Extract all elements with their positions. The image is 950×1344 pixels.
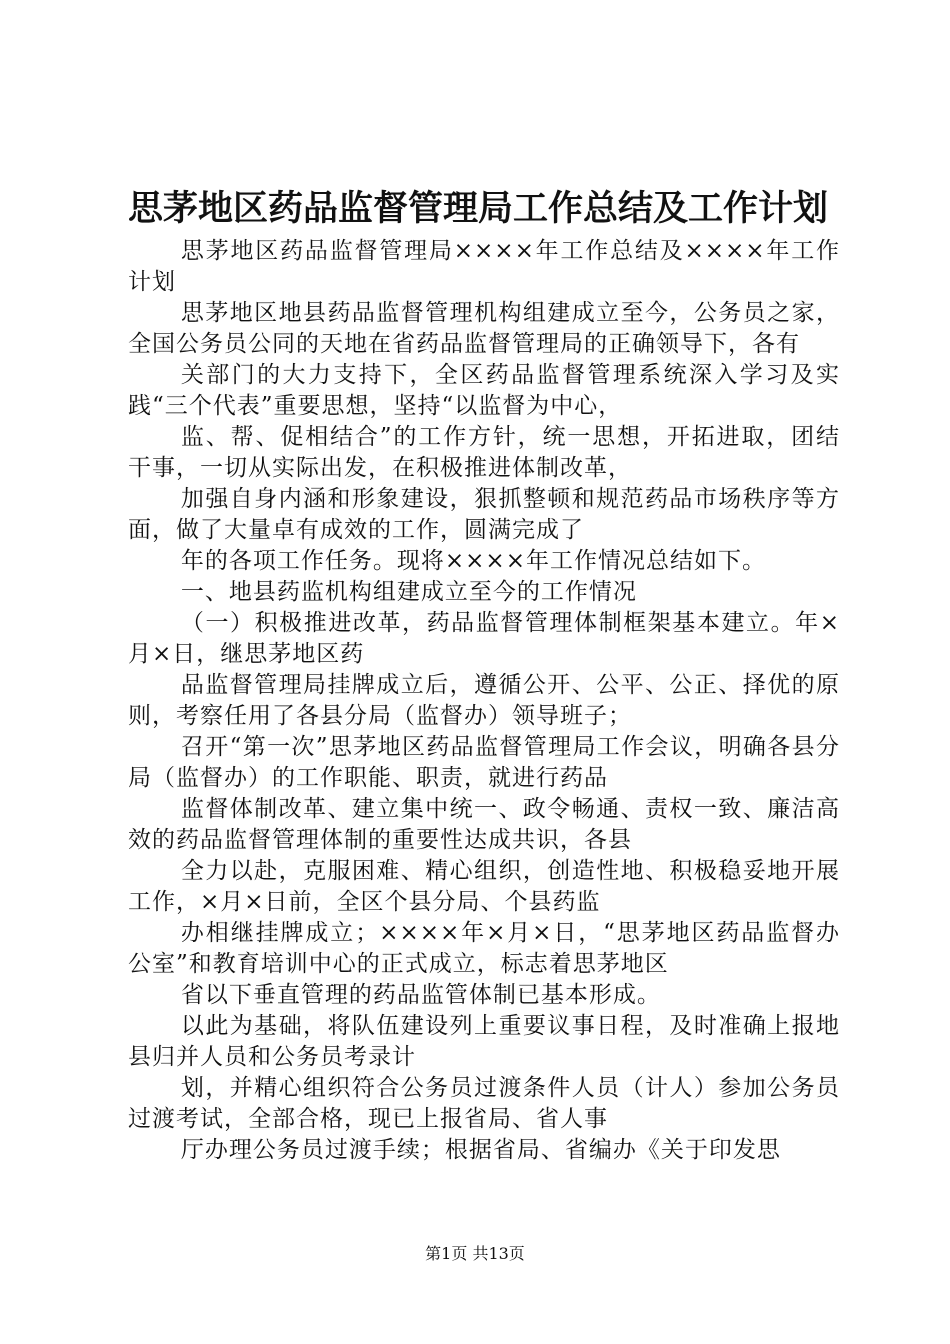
section-heading: 一、地县药监机构组建成立至今的工作情况 — [180, 579, 637, 605]
paragraph: 思茅地区地县药品监督管理机构组建成立至今，公务员之家，全国公务员公同的天地在省药品监督管理局的正确领导下，各有 — [128, 300, 840, 357]
paragraph: 厅办理公务员过渡手续；根据省局、省编办《关于印发思 — [180, 1137, 781, 1163]
paragraph: 召开“第一次”思茅地区药品监督管理局工作会议，明确各县分局（监督办）的工作职能、职责，就进行药品 — [128, 734, 840, 791]
paragraph: 关部门的大力支持下，全区药品监督管理系统深入学习及实践“三个代表”重要思想，坚持“以监督为中心， — [128, 362, 840, 419]
paragraph: 加强自身内涵和形象建设，狠抓整顿和规范药品市场秩序等方面，做了大量卓有成效的工作，圆满完成了 — [128, 486, 840, 543]
document-title: 思茅地区药品监督管理局工作总结及工作计划 — [128, 188, 829, 229]
paragraph: 监督体制改革、建立集中统一、政令畅通、责权一致、廉洁高效的药品监督管理体制的重要性达成共识，各县 — [128, 796, 840, 853]
document-body — [128, 236, 840, 1166]
paragraph: 品监督管理局挂牌成立后，遵循公开、公平、公正、择优的原则，考察任用了各县分局（监督办）领导班子； — [128, 672, 840, 729]
paragraph: 思茅地区药品监督管理局××××年工作总结及××××年工作计划 — [128, 238, 840, 295]
paragraph: 全力以赴，克服困难、精心组织，创造性地、积极稳妥地开展工作，×月×日前，全区个县分局、个县药监 — [128, 858, 840, 915]
paragraph: 省以下垂直管理的药品监管体制已基本形成。 — [180, 982, 661, 1008]
paragraph: 年的各项工作任务。现将××××年工作情况总结如下。 — [180, 548, 766, 574]
paragraph: 监、帮、促相结合”的工作方针，统一思想，开拓进取，团结干事，一切从实际出发，在积极推进体制改革， — [128, 424, 840, 481]
paragraph: 划，并精心组织符合公务员过渡条件人员（计人）参加公务员过渡考试，全部合格，现已上报省局、省人事 — [128, 1075, 840, 1132]
paragraph: 以此为基础，将队伍建设列上重要议事日程，及时准确上报地县归并人员和公务员考录计 — [128, 1013, 840, 1070]
paragraph: （一）积极推进改革，药品监督管理体制框架基本建立。年×月×日，继思茅地区药 — [128, 610, 840, 667]
paragraph: 办相继挂牌成立；××××年×月×日，“思茅地区药品监督办公室”和教育培训中心的正式成立，标志着思茅地区 — [128, 920, 840, 977]
page-footer: 第1页 共13页 — [425, 1244, 525, 1263]
